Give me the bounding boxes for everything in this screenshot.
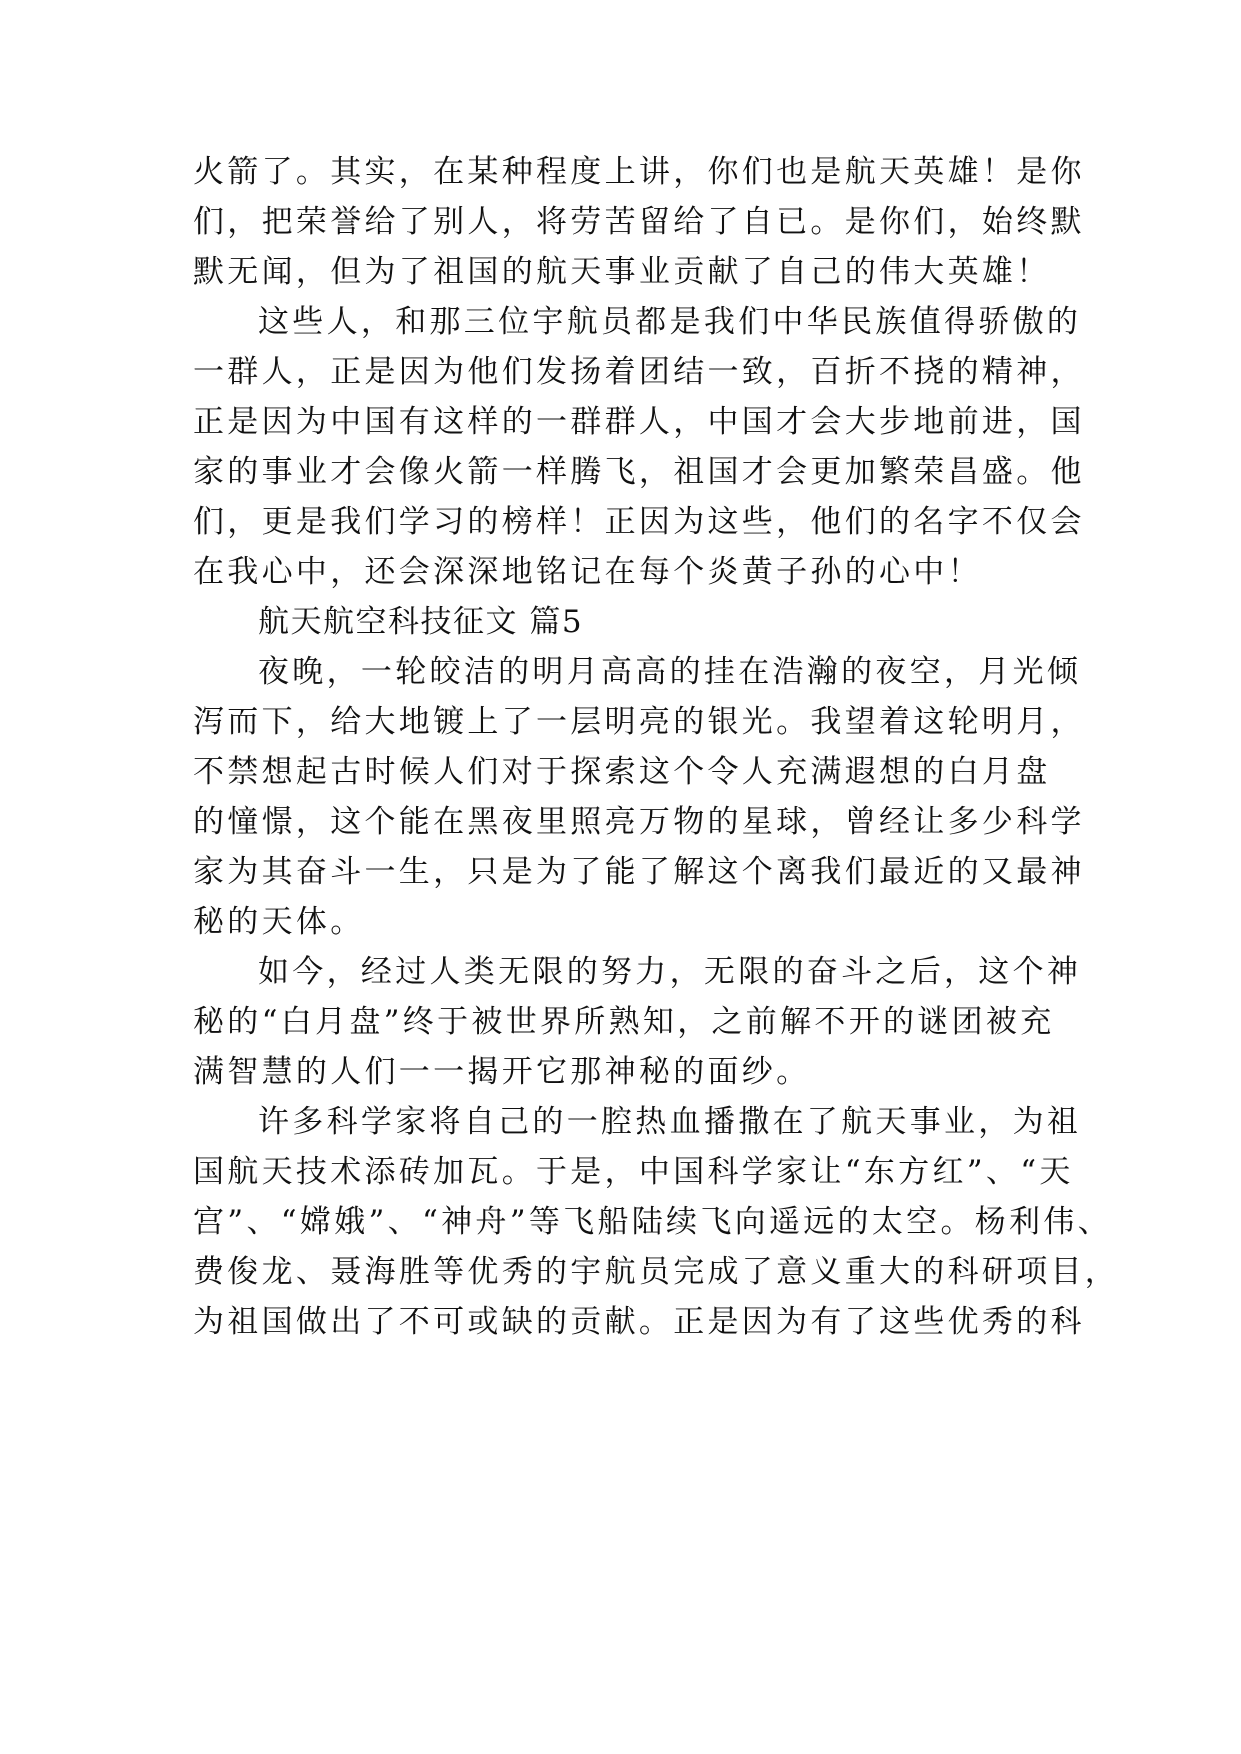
text-line: 火箭了。其实，在某种程度上讲，你们也是航天英雄！是你	[193, 154, 1085, 190]
text-line: 家的事业才会像火箭一样腾飞，祖国才会更加繁荣昌盛。他	[193, 454, 1085, 490]
paragraph-first-line: 这些人，和那三位宇航员都是我们中华民族值得骄傲的	[258, 304, 1082, 340]
text-line: 宫”、“嫦娥”、“神舟”等飞船陆续飞向遥远的太空。杨利伟、	[193, 1204, 1112, 1240]
text-line: 国航天技术添砖加瓦。于是，中国科学家让“东方红”、“天	[193, 1154, 1074, 1190]
text-line: 满智慧的人们一一揭开它那神秘的面纱。	[193, 1054, 811, 1090]
text-line: 不禁想起古时候人们对于探索这个令人充满遐想的白月盘	[193, 754, 1051, 790]
text-line: 们，把荣誉给了别人，将劳苦留给了自已。是你们，始终默	[193, 204, 1085, 240]
paragraph-first-line: 如今，经过人类无限的努力，无限的奋斗之后，这个神	[258, 954, 1082, 990]
text-line: 的憧憬，这个能在黑夜里照亮万物的星球，曾经让多少科学	[193, 804, 1085, 840]
text-line: 默无闻，但为了祖国的航天事业贡献了自己的伟大英雄！	[193, 254, 1051, 290]
text-line: 家为其奋斗一生，只是为了能了解这个离我们最近的又最神	[193, 854, 1085, 890]
text-line: 在我心中，还会深深地铭记在每个炎黄子孙的心中！	[193, 554, 982, 590]
text-line: 一群人，正是因为他们发扬着团结一致，百折不挠的精神，	[193, 354, 1085, 390]
paragraph-first-line: 许多科学家将自己的一腔热血播撒在了航天事业，为祖	[258, 1104, 1082, 1140]
section-heading: 航天航空科技征文 篇5	[258, 604, 584, 640]
text-line: 们，更是我们学习的榜样！正因为这些，他们的名字不仅会	[193, 504, 1085, 540]
text-line: 费俊龙、聂海胜等优秀的宇航员完成了意义重大的科研项目，	[193, 1254, 1120, 1290]
text-line: 秘的天体。	[193, 904, 365, 940]
text-line: 泻而下，给大地镀上了一层明亮的银光。我望着这轮明月，	[193, 704, 1085, 740]
paragraph-first-line: 夜晚，一轮皎洁的明月高高的挂在浩瀚的夜空，月光倾	[258, 654, 1082, 690]
text-line: 为祖国做出了不可或缺的贡献。正是因为有了这些优秀的科	[193, 1304, 1085, 1340]
text-line: 秘的“白月盘”终于被世界所熟知，之前解不开的谜团被充	[193, 1004, 1055, 1040]
text-line: 正是因为中国有这样的一群群人，中国才会大步地前进，国	[193, 404, 1085, 440]
